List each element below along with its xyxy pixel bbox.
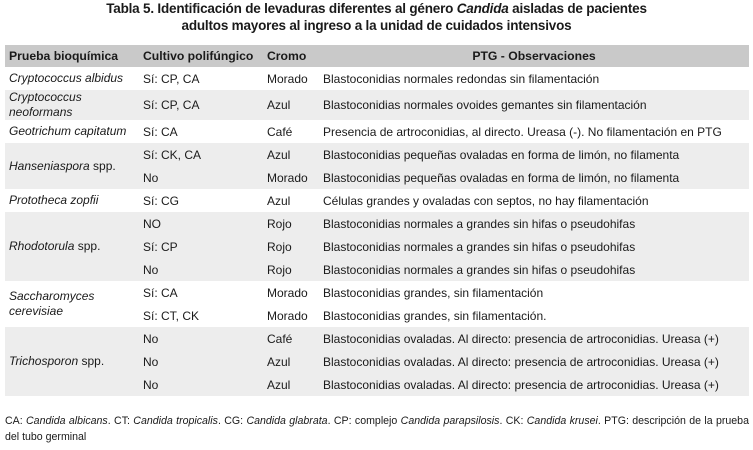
table-row [5, 212, 749, 235]
cell-prueba [5, 281, 139, 327]
table-title [0, 0, 753, 34]
footnote-segment: . CP: complejo [327, 415, 401, 427]
cell-ptg: Blastoconidias ovaladas. Al directo: presencia de artroconidias. Ureasa (+) [319, 350, 749, 373]
table-body [5, 67, 749, 396]
cell-cultivo: No [139, 350, 263, 373]
table-header-row [5, 45, 749, 67]
header-ptg: PTG - Observaciones [319, 45, 749, 67]
footnote-segment: . CT: [107, 415, 134, 427]
cell-prueba [5, 90, 139, 120]
species-suffix: spp. [89, 158, 116, 173]
cell-cultivo: Sí: CK, CA [139, 143, 263, 166]
cell-ptg: Blastoconidias ovaladas. Al directo: presencia de artroconidias. Ureasa (+) [319, 327, 749, 350]
cell-ptg: Blastoconidias normales a grandes sin hifas o pseudohifas [319, 235, 749, 258]
cell-cultivo: Sí: CT, CK [143, 308, 200, 323]
cell-cromo: Morado [263, 166, 319, 189]
cell-cromo: Azul [263, 143, 319, 166]
cell-prueba [5, 327, 139, 396]
footnote-segment: Candida glabrata [246, 415, 328, 427]
title-suffix: aisladas de pacientes [508, 1, 647, 16]
species-name: Saccharomyces cerevisiae [9, 289, 95, 318]
cell-prueba [5, 120, 139, 143]
cell-ptg: Blastoconidias grandes, sin filamentación. [323, 308, 547, 323]
cell-ptg: Blastoconidias normales a grandes sin hifas o pseudohifas [319, 258, 749, 281]
title-prefix: Tabla 5. Identificación de levaduras diferentes al género [106, 1, 457, 16]
cell-cromo: Rojo [263, 235, 319, 258]
footnote-segment: Candida albicans [26, 415, 108, 427]
footnote-segment: . CG: [217, 415, 247, 427]
cell-cromo: Azul [263, 350, 319, 373]
footnote-segment: Candida krusei [526, 415, 598, 427]
species-name: Trichosporon [9, 354, 79, 368]
title-line-1 [0, 0, 753, 17]
cell-cromo: Morado [267, 308, 308, 323]
species-name: Cryptococcus albidus [9, 71, 124, 85]
cell-cultivo: No [139, 166, 263, 189]
cell-ptg: Blastoconidias pequeñas ovaladas en forma de limón, no filamenta [319, 143, 749, 166]
header-prueba: Prueba bioquímica [5, 45, 139, 67]
table-row [5, 90, 749, 120]
species-name: Cryptococcus neoformans [9, 90, 82, 119]
species-name: Geotrichum capitatum [9, 124, 127, 138]
header-cromo: Cromo [263, 45, 319, 67]
cell-cromo: Azul [263, 373, 319, 396]
cell-ptg: Blastoconidias normales ovoides gemantes sin filamentación [319, 90, 749, 120]
cell-ptg: Blastoconidias grandes, sin filamentación [323, 285, 544, 300]
cell-cultivo: Sí: CA [143, 124, 178, 139]
species-suffix: spp. [78, 354, 105, 368]
table-row [5, 120, 749, 143]
table-row [5, 189, 749, 212]
yeast-table [5, 45, 749, 396]
cell-cultivo: Sí: CA [143, 285, 178, 300]
cell-cromo: Morado [267, 285, 308, 300]
table-row [5, 143, 749, 166]
cell-cromo: Morado [267, 71, 308, 86]
header-cultivo: Cultivo polifúngico [139, 45, 263, 67]
cell-cultivo: Sí: CP [139, 235, 263, 258]
footnote [5, 413, 749, 445]
footnote-segment: Candida parapsilosis [400, 415, 500, 427]
cell-ptg: Células grandes y ovaladas con septos, no hay filamentación [323, 193, 649, 208]
cell-cultivo: Sí: CG [143, 193, 180, 208]
table-row [5, 327, 749, 350]
table-row [5, 281, 749, 304]
cell-prueba [5, 143, 139, 189]
cell-cultivo: No [139, 327, 263, 350]
footnote-segment: Candida tropicalis [133, 415, 218, 427]
cell-cultivo: No [139, 258, 263, 281]
cell-ptg: Blastoconidias pequeñas ovaladas en forma de limón, no filamenta [319, 166, 749, 189]
cell-prueba [5, 67, 139, 90]
cell-ptg: Blastoconidias normales a grandes sin hifas o pseudohifas [319, 212, 749, 235]
title-genus: Candida [456, 1, 509, 16]
cell-cromo: Azul [263, 90, 319, 120]
footnote-segment: CA: [5, 415, 27, 427]
cell-cultivo: Sí: CP, CA [139, 90, 263, 120]
footnote-segment: . PTG: descripción de la prueba del tubo germinal [5, 415, 749, 443]
cell-ptg: Blastoconidias ovaladas. Al directo: presencia de artroconidias. Ureasa (+) [319, 373, 749, 396]
cell-prueba [5, 189, 139, 212]
species-name: Prototheca zopfii [9, 193, 99, 207]
table-row [5, 67, 749, 90]
species-name: Rhodotorula [9, 239, 75, 253]
cell-ptg: Presencia de artroconidias, al directo. Ureasa (-). No filamentación en PTG [323, 124, 722, 139]
cell-cromo: Café [263, 327, 319, 350]
species-suffix: spp. [74, 239, 101, 253]
cell-cromo: Azul [267, 193, 291, 208]
cell-cromo: Café [267, 124, 293, 139]
cell-cultivo: NO [139, 212, 263, 235]
footnote-segment: . CK: [499, 415, 527, 427]
cell-cultivo: No [139, 373, 263, 396]
cell-cromo: Rojo [263, 212, 319, 235]
species-name: Hanseniaspora [9, 158, 90, 173]
cell-prueba [5, 212, 139, 281]
cell-ptg: Blastoconidias normales redondas sin filamentación [323, 71, 600, 86]
cell-cromo: Rojo [263, 258, 319, 281]
title-line-2: adultos mayores al ingreso a la unidad de cuidados intensivos [181, 18, 572, 33]
cell-cultivo: Sí: CP, CA [143, 71, 200, 86]
